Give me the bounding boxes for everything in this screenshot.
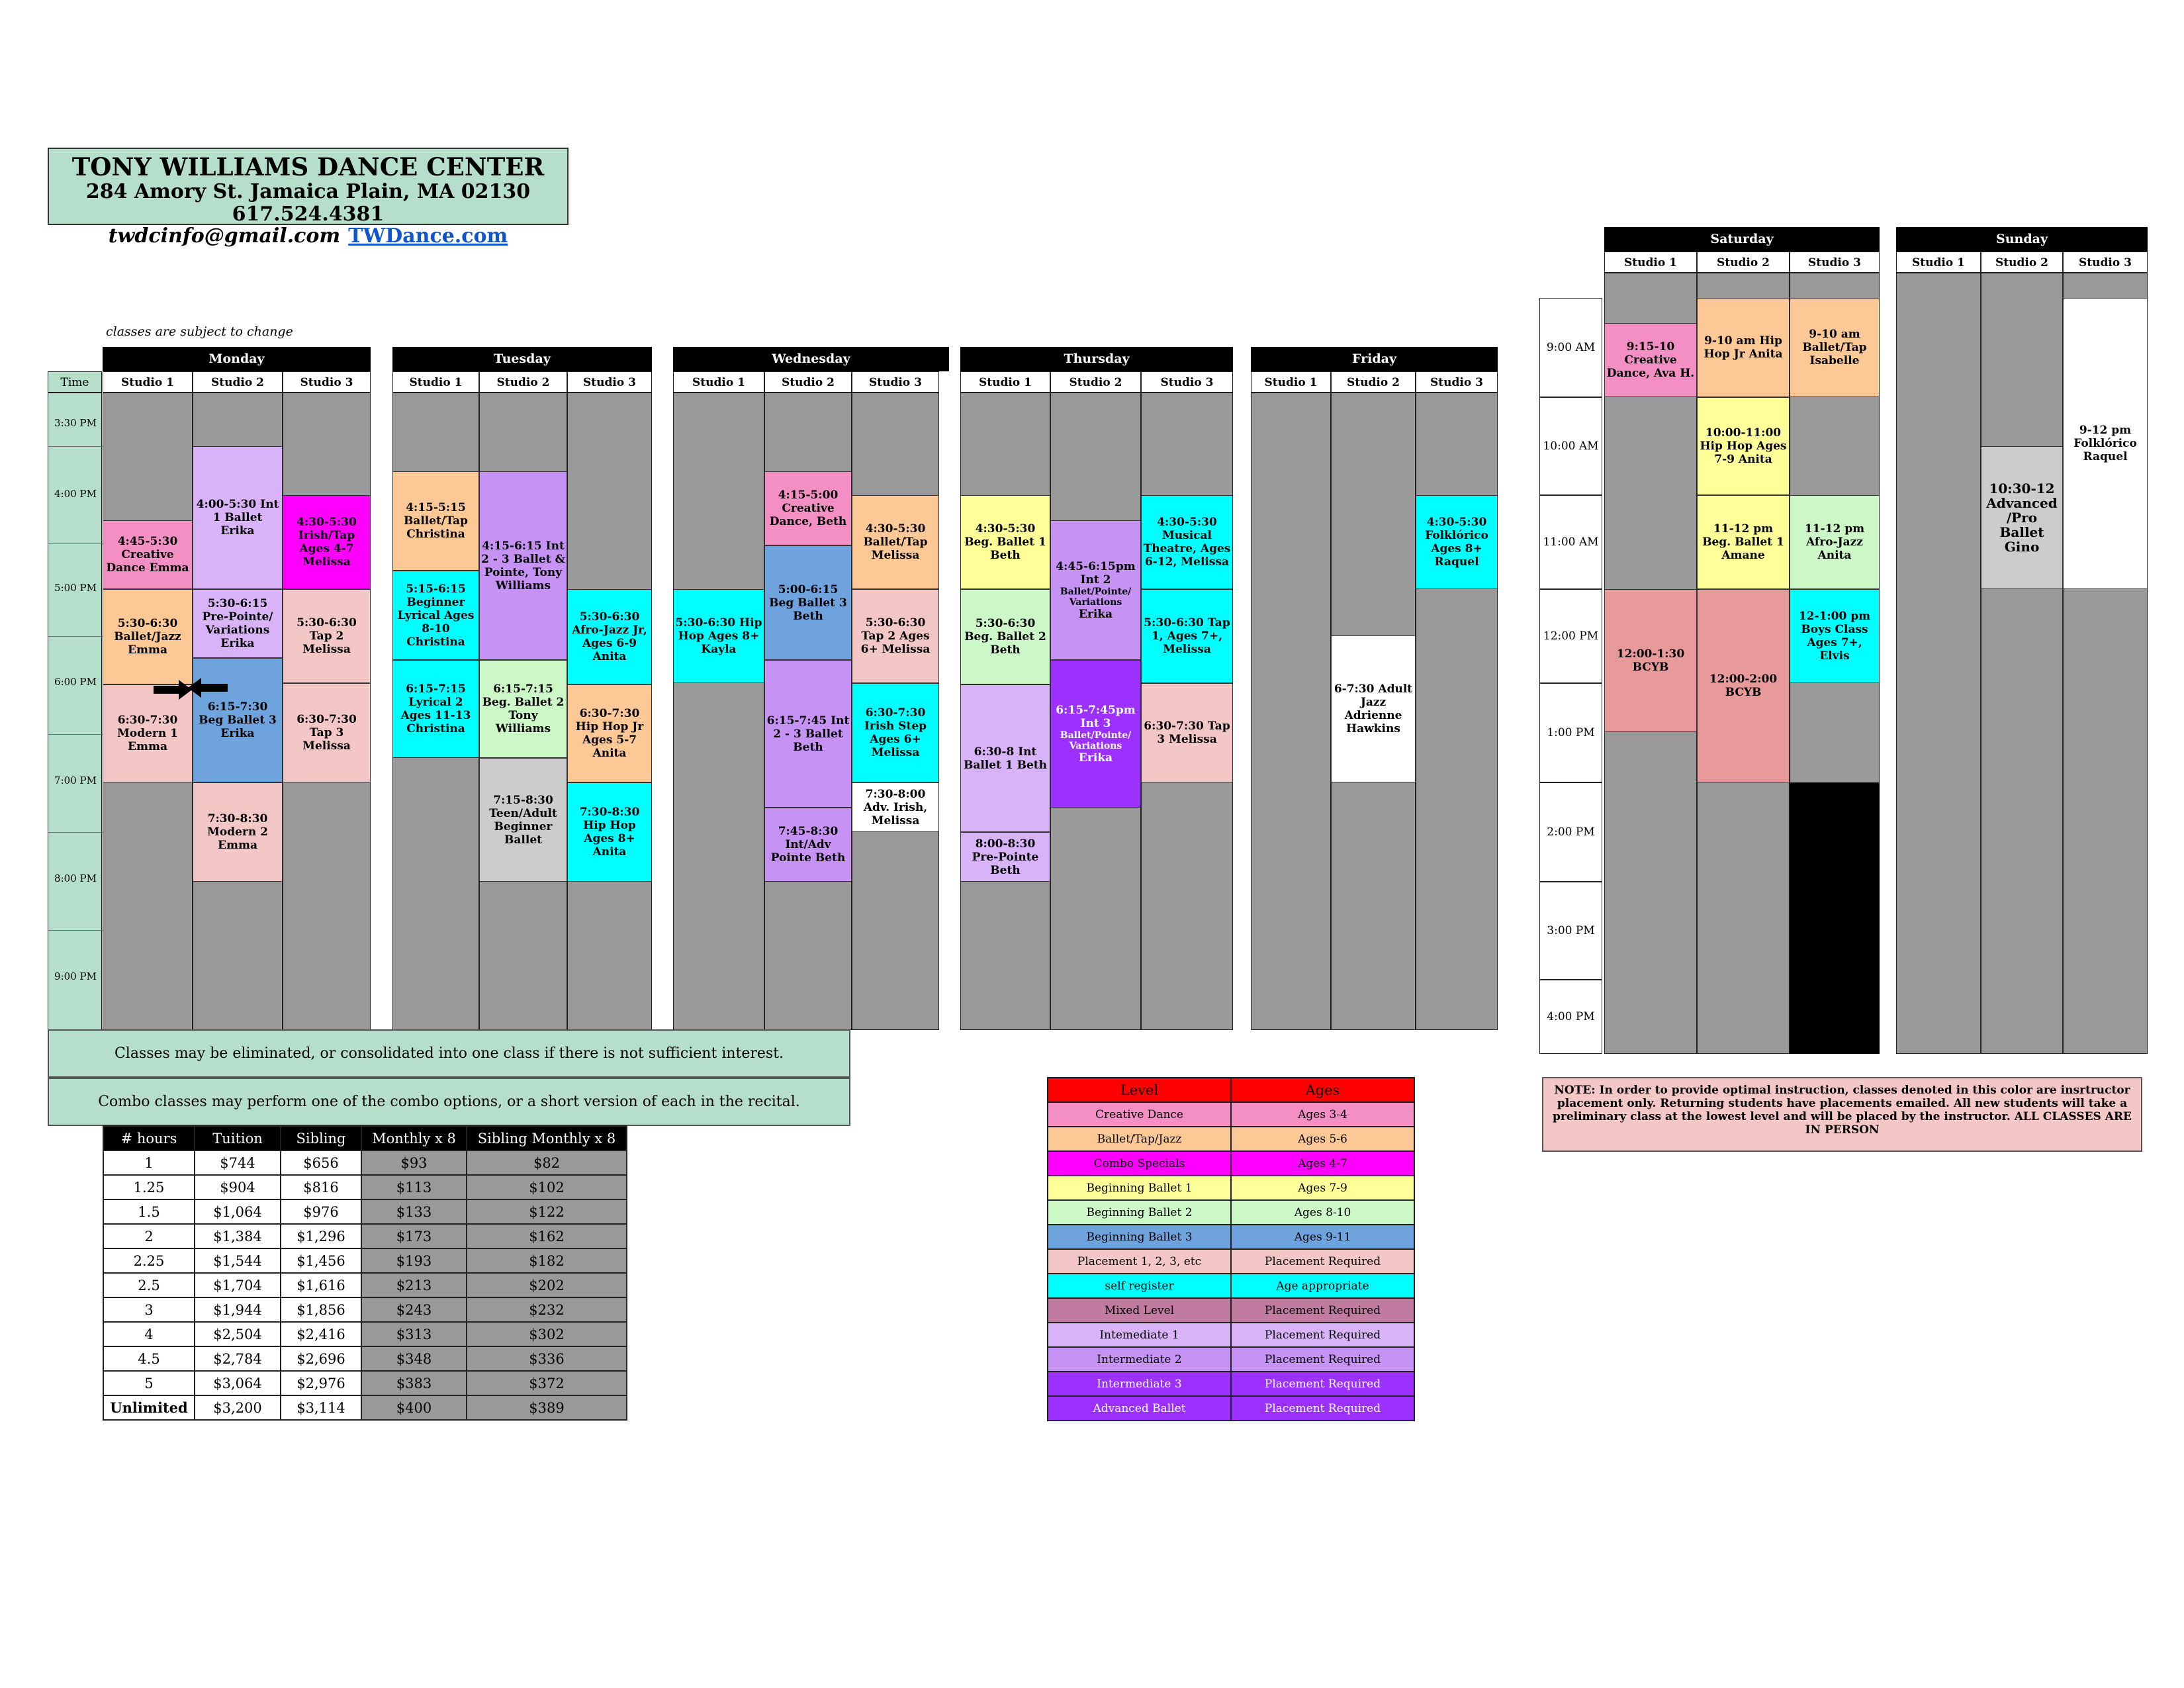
table-cell: $2,784 [195, 1346, 281, 1371]
class-block[interactable]: 10:30-12 Advanced /Pro Ballet Gino [1981, 446, 2063, 589]
table-cell: $232 [467, 1297, 627, 1322]
class-block[interactable]: 6:15-7:30 Beg Ballet 3 Erika [193, 658, 283, 782]
table-row [103, 1224, 627, 1248]
day-header-tuesday: Tuesday [392, 347, 652, 371]
legend-ages: Ages 5-6 [1231, 1127, 1414, 1151]
legend-ages: Placement Required [1231, 1249, 1414, 1274]
table-cell: $400 [361, 1395, 467, 1420]
class-block[interactable]: 9-12 pm Folklórico Raquel [2063, 298, 2148, 589]
studio-3-header: Studio 3 [2063, 252, 2148, 273]
table-cell: 2.25 [103, 1248, 195, 1273]
class-block[interactable]: 8:00-8:30 Pre-Pointe Beth [960, 832, 1050, 882]
table-cell: $213 [361, 1273, 467, 1297]
table-cell: $1,384 [195, 1224, 281, 1248]
elimination-note: Classes may be eliminated, or consolidated into one class if there is not sufficient interest. [48, 1029, 850, 1078]
class-block[interactable]: 6:30-8 Int Ballet 1 Beth [960, 684, 1050, 832]
class-block[interactable]: 5:30-6:30 Ballet/Jazz Emma [103, 589, 193, 684]
table-cell: $1,456 [281, 1248, 361, 1273]
time-label: 10:00 AM [1539, 397, 1602, 495]
column-header: Sibling [281, 1126, 361, 1150]
class-block[interactable]: 12-1:00 pm Boys Class Ages 7+, Elvis [1790, 589, 1880, 683]
table-cell: $3,200 [195, 1395, 281, 1420]
time-label: 1:00 PM [1539, 683, 1602, 782]
time-label: 7:00 PM [54, 774, 97, 786]
studio-3-header: Studio 3 [852, 371, 939, 393]
class-block[interactable]: 4:30-5:30 Beg. Ballet 1 Beth [960, 495, 1050, 589]
legend-level: Advanced Ballet [1048, 1396, 1231, 1421]
studio-2-header: Studio 2 [479, 371, 567, 393]
table-row [103, 1346, 627, 1371]
table-cell: $3,064 [195, 1371, 281, 1395]
table-row [103, 1371, 627, 1395]
class-block[interactable]: 6:30-7:30 Modern 1 Emma [103, 684, 193, 782]
legend-level: Intermediate 3 [1048, 1372, 1231, 1396]
studio-1-header: Studio 1 [103, 371, 193, 393]
legend-level: Intemediate 1 [1048, 1323, 1231, 1347]
class-block[interactable]: 6:30-7:30 Irish Step Ages 6+ Melissa [852, 683, 939, 782]
table-cell: $816 [281, 1175, 361, 1199]
column-header: Ages [1231, 1078, 1414, 1102]
time-label: 9:00 PM [54, 970, 97, 982]
table-row [103, 1297, 627, 1322]
legend-ages: Ages 9-11 [1231, 1225, 1414, 1249]
studio-3-header: Studio 3 [283, 371, 371, 393]
legend-level: Beginning Ballet 1 [1048, 1176, 1231, 1200]
table-cell: $372 [467, 1371, 627, 1395]
class-block[interactable]: 4:15-5:00 Creative Dance, Beth [764, 471, 852, 545]
studio-column [1981, 273, 2063, 1054]
legend-row [1048, 1347, 1414, 1372]
time-label: 3:30 PM [54, 417, 97, 429]
legend-row [1048, 1200, 1414, 1225]
class-block[interactable]: 6:30-7:30 Tap 3 Melissa [283, 683, 371, 782]
table-cell: $744 [195, 1150, 281, 1175]
class-block[interactable] [1050, 520, 1141, 660]
class-block[interactable]: 7:15-8:30 Teen/Adult Beginner Ballet [479, 758, 567, 882]
table-row [103, 1273, 627, 1297]
table-cell: $113 [361, 1175, 467, 1199]
class-block[interactable]: 7:45-8:30 Int/Adv Pointe Beth [764, 808, 852, 882]
table-cell: 1 [103, 1150, 195, 1175]
day-header-friday: Friday [1251, 347, 1498, 371]
class-block[interactable]: 12:00-2:00 BCYB [1697, 589, 1790, 782]
table-cell: 3 [103, 1297, 195, 1322]
studio-2-header: Studio 2 [1050, 371, 1141, 393]
table-cell: $383 [361, 1371, 467, 1395]
arrow-left-icon [187, 677, 229, 699]
table-cell: $202 [467, 1273, 627, 1297]
studio-1-header: Studio 1 [960, 371, 1050, 393]
table-cell: $162 [467, 1224, 627, 1248]
table-cell: $1,296 [281, 1224, 361, 1248]
studio-3-header: Studio 3 [1790, 252, 1880, 273]
studio-1-header: Studio 1 [1604, 252, 1697, 273]
table-cell: $1,704 [195, 1273, 281, 1297]
class-block[interactable]: 9-10 am Ballet/Tap Isabelle [1790, 298, 1880, 397]
column-header: Sibling Monthly x 8 [467, 1126, 627, 1150]
time-label: 4:00 PM [54, 488, 97, 500]
class-block[interactable]: 6:30-7:30 Tap 3 Melissa [1141, 683, 1233, 782]
school-name: TONY WILLIAMS DANCE CENTER [71, 152, 545, 181]
table-row [103, 1248, 627, 1273]
school-email: twdcinfo@gmail.com [108, 224, 341, 248]
table-cell: 1.5 [103, 1199, 195, 1224]
legend-row [1048, 1151, 1414, 1176]
legend-level: Placement 1, 2, 3, etc [1048, 1249, 1231, 1274]
class-block[interactable]: 4:30-5:30 Ballet/Tap Melissa [852, 495, 939, 589]
legend-ages: Ages 3-4 [1231, 1102, 1414, 1127]
table-cell: $173 [361, 1224, 467, 1248]
table-cell: $93 [361, 1150, 467, 1175]
table-cell: $102 [467, 1175, 627, 1199]
class-block[interactable]: 5:15-6:15 Beginner Lyrical Ages 8-10 Christina [392, 571, 479, 660]
class-block[interactable]: 6:15-7:45 Int 2 - 3 Ballet Beth [764, 660, 852, 808]
legend-ages: Placement Required [1231, 1372, 1414, 1396]
legend-level: Mixed Level [1048, 1298, 1231, 1323]
subject-to-change-note: classes are subject to change [106, 324, 293, 339]
class-block[interactable]: 11-12 pm Afro-Jazz Anita [1790, 495, 1880, 589]
day-header-wednesday: Wednesday [673, 347, 949, 371]
time-label: 12:00 PM [1539, 589, 1602, 683]
table-cell: $122 [467, 1199, 627, 1224]
table-cell: 4.5 [103, 1346, 195, 1371]
studio-column [1251, 393, 1331, 1030]
column-header: # hours [103, 1126, 195, 1150]
class-block[interactable]: 7:30-8:30 Modern 2 Emma [193, 782, 283, 882]
tuition-table [103, 1125, 627, 1421]
table-row [103, 1395, 627, 1420]
studio-1-header: Studio 1 [1251, 371, 1331, 393]
class-block[interactable]: 5:30-6:30 Hip Hop Ages 8+ Kayla [673, 589, 764, 683]
table-cell: Unlimited [103, 1395, 195, 1420]
class-block[interactable]: 4:30-5:30 Folklórico Ages 8+ Raquel [1416, 495, 1498, 589]
class-block[interactable]: 5:30-6:30 Tap 1, Ages 7+, Melissa [1141, 589, 1233, 683]
day-header-thursday: Thursday [960, 347, 1233, 371]
legend-row [1048, 1372, 1414, 1396]
table-cell: $389 [467, 1395, 627, 1420]
legend-ages: Placement Required [1231, 1298, 1414, 1323]
class-block[interactable]: 10:00-11:00 Hip Hop Ages 7-9 Anita [1697, 397, 1790, 495]
legend-ages: Placement Required [1231, 1323, 1414, 1347]
class-block[interactable] [1050, 660, 1141, 808]
table-cell: $2,976 [281, 1371, 361, 1395]
time-label: 4:00 PM [1539, 980, 1602, 1054]
legend-ages: Age appropriate [1231, 1274, 1414, 1298]
table-cell: $976 [281, 1199, 361, 1224]
studio-3-header: Studio 3 [1416, 371, 1498, 393]
class-block[interactable]: 4:30-5:30 Irish/Tap Ages 4-7 Melissa [283, 495, 371, 589]
studio-2-header: Studio 2 [1981, 252, 2063, 273]
class-block[interactable]: 4:00-5:30 Int 1 Ballet Erika [193, 446, 283, 589]
table-row [103, 1199, 627, 1224]
legend-row [1048, 1274, 1414, 1298]
legend-row [1048, 1225, 1414, 1249]
legend-ages: Ages 8-10 [1231, 1200, 1414, 1225]
studio-2-header: Studio 2 [193, 371, 283, 393]
class-block[interactable]: 6:15-7:15 Lyrical 2 Ages 11-13 Christina [392, 660, 479, 758]
time-header: Time [48, 371, 102, 393]
class-block[interactable]: 5:30-6:30 Beg. Ballet 2 Beth [960, 589, 1050, 684]
class-block[interactable]: 5:30-6:30 Tap 2 Melissa [283, 589, 371, 683]
legend-ages: Ages 4-7 [1231, 1151, 1414, 1176]
school-website-link[interactable]: TWDance.com [348, 224, 508, 248]
class-block[interactable]: 5:30-6:30 Tap 2 Ages 6+ Melissa [852, 589, 939, 683]
table-cell: $1,544 [195, 1248, 281, 1273]
studio-2-header: Studio 2 [1331, 371, 1416, 393]
legend-ages: Placement Required [1231, 1347, 1414, 1372]
legend-row [1048, 1298, 1414, 1323]
legend-row [1048, 1176, 1414, 1200]
class-block[interactable]: 5:30-6:15 Pre-Pointe/ Variations Erika [193, 589, 283, 658]
day-header-saturday: Saturday [1604, 227, 1880, 252]
table-header-row [103, 1126, 627, 1150]
school-header [48, 148, 569, 248]
table-cell: $1,616 [281, 1273, 361, 1297]
table-cell: $193 [361, 1248, 467, 1273]
class-teacher: Erika [1078, 607, 1113, 621]
table-cell: $2,504 [195, 1322, 281, 1346]
legend-level: Creative Dance [1048, 1102, 1231, 1127]
legend-ages: Ages 7-9 [1231, 1176, 1414, 1200]
studio-2-header: Studio 2 [1697, 252, 1790, 273]
class-subtitle: Ballet/Pointe/ Variations [1060, 729, 1132, 751]
studio-1-header: Studio 1 [392, 371, 479, 393]
legend-row [1048, 1127, 1414, 1151]
table-cell: $302 [467, 1322, 627, 1346]
table-cell: 4 [103, 1322, 195, 1346]
studio-2-header: Studio 2 [764, 371, 852, 393]
table-cell: $133 [361, 1199, 467, 1224]
table-cell: 2.5 [103, 1273, 195, 1297]
legend-level: Beginning Ballet 2 [1048, 1200, 1231, 1225]
studio-3-header: Studio 3 [1141, 371, 1233, 393]
time-label: 6:00 PM [54, 676, 97, 688]
class-block[interactable]: 4:15-5:15 Ballet/Tap Christina [392, 471, 479, 571]
class-time: 4:45-6:15pm [1056, 559, 1136, 573]
legend-row [1048, 1396, 1414, 1421]
table-cell: $1,856 [281, 1297, 361, 1322]
day-header-sunday: Sunday [1896, 227, 2148, 252]
time-label: 2:00 PM [1539, 782, 1602, 882]
studio-column [1896, 273, 1981, 1054]
table-cell: $182 [467, 1248, 627, 1273]
column-header: Level [1048, 1078, 1231, 1102]
class-teacher: Erika [1078, 751, 1113, 765]
table-cell: $313 [361, 1322, 467, 1346]
column-header: Monthly x 8 [361, 1126, 467, 1150]
legend-row [1048, 1249, 1414, 1274]
class-block[interactable]: 7:30-8:00 Adv. Irish, Melissa [852, 782, 939, 832]
class-block[interactable]: 6:30-7:30 Hip Hop Jr Ages 5-7 Anita [567, 684, 652, 782]
table-cell: $3,114 [281, 1395, 361, 1420]
table-cell: $82 [467, 1150, 627, 1175]
class-block[interactable]: 7:30-8:30 Hip Hop Ages 8+ Anita [567, 782, 652, 882]
table-row [103, 1322, 627, 1346]
combo-note: Combo classes may perform one of the combo options, or a short version of each in the recital. [48, 1078, 850, 1126]
legend-level: Beginning Ballet 3 [1048, 1225, 1231, 1249]
table-cell: 5 [103, 1371, 195, 1395]
time-label: 9:00 AM [1539, 298, 1602, 397]
table-cell: $243 [361, 1297, 467, 1322]
studio-column [673, 393, 764, 1030]
class-name: Int 2 [1080, 573, 1111, 586]
legend-row [1048, 1323, 1414, 1347]
table-header-row [1048, 1078, 1414, 1102]
table-row [103, 1150, 627, 1175]
legend-row [1048, 1102, 1414, 1127]
legend-level: Ballet/Tap/Jazz [1048, 1127, 1231, 1151]
time-label: 5:00 PM [54, 582, 97, 594]
studio-3-header: Studio 3 [567, 371, 652, 393]
table-cell: $1,944 [195, 1297, 281, 1322]
studio-1-header: Studio 1 [673, 371, 764, 393]
studio-column [1416, 393, 1498, 1030]
blocked-time [1790, 782, 1880, 1054]
legend-level: Combo Specials [1048, 1151, 1231, 1176]
legend-level: self register [1048, 1274, 1231, 1298]
class-block[interactable]: 5:00-6:15 Beg Ballet 3 Beth [764, 545, 852, 660]
time-label: 11:00 AM [1539, 495, 1602, 589]
school-contact [49, 226, 567, 247]
table-row [103, 1175, 627, 1199]
time-label: 8:00 PM [54, 872, 97, 884]
class-block[interactable]: 6:15-7:15 Beg. Ballet 2 Tony Williams [479, 660, 567, 758]
table-cell: 2 [103, 1224, 195, 1248]
class-subtitle: Ballet/Pointe/ Variations [1060, 586, 1132, 608]
table-cell: $348 [361, 1346, 467, 1371]
table-cell: $336 [467, 1346, 627, 1371]
table-cell: $656 [281, 1150, 361, 1175]
class-block[interactable]: 11-12 pm Beg. Ballet 1 Amane [1697, 495, 1790, 589]
table-cell: $2,416 [281, 1322, 361, 1346]
class-block[interactable]: 9-10 am Hip Hop Jr Anita [1697, 298, 1790, 397]
legend-ages: Placement Required [1231, 1396, 1414, 1421]
table-cell: $1,064 [195, 1199, 281, 1224]
class-time: 6:15-7:45pm [1056, 703, 1136, 717]
table-cell: $904 [195, 1175, 281, 1199]
class-name: Int 3 [1080, 716, 1111, 730]
class-block[interactable]: 9:15-10 Creative Dance, Ava H. [1604, 323, 1697, 397]
column-header: Tuition [195, 1126, 281, 1150]
class-block[interactable]: 6-7:30 Adult Jazz Adrienne Hawkins [1331, 635, 1416, 782]
day-header-monday: Monday [103, 347, 371, 371]
legend-level: Intermediate 2 [1048, 1347, 1231, 1372]
class-block[interactable]: 4:45-5:30 Creative Dance Emma [103, 520, 193, 589]
time-label: 3:00 PM [1539, 882, 1602, 980]
table-cell: $2,696 [281, 1346, 361, 1371]
class-block[interactable]: 12:00-1:30 BCYB [1604, 589, 1697, 732]
weekday-time-column [48, 393, 102, 1030]
level-legend-table [1047, 1077, 1415, 1421]
class-block[interactable]: 5:30-6:30 Afro-Jazz Jr, Ages 6-9 Anita [567, 589, 652, 684]
school-address: 284 Amory St. Jamaica Plain, MA 02130 617.524.4381 [85, 180, 531, 226]
studio-1-header: Studio 1 [1896, 252, 1981, 273]
class-block[interactable]: 4:30-5:30 Musical Theatre, Ages 6-12, Melissa [1141, 495, 1233, 589]
table-cell: 1.25 [103, 1175, 195, 1199]
class-block[interactable]: 4:15-6:15 Int 2 - 3 Ballet & Pointe, Tony Williams [479, 471, 567, 660]
placement-note: NOTE: In order to provide optimal instruction, classes denoted in this color are insrtructor placement only. Returning students have placements emailed. All new students will take a preliminary class at the lowest level and will be placed by the instructor. ALL CLASSES ARE IN PERSON [1542, 1077, 2142, 1152]
